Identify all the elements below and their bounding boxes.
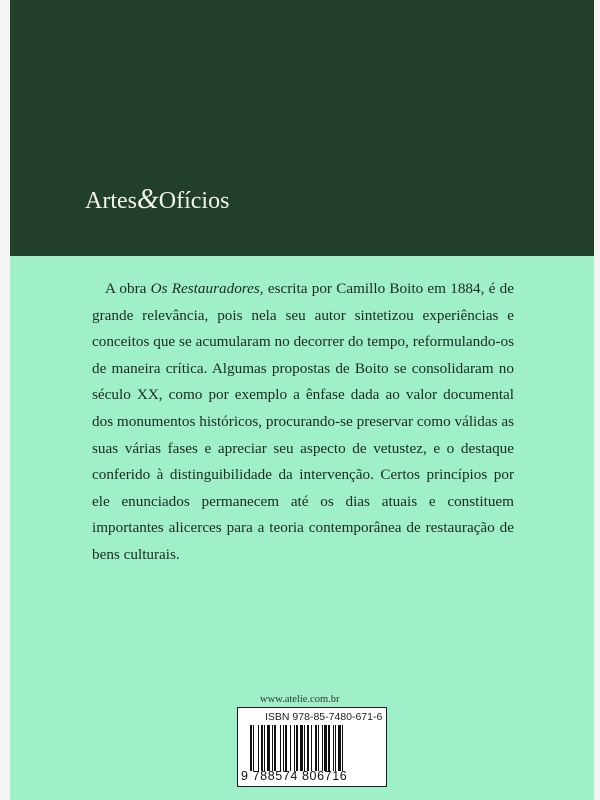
barcode-bar [261, 725, 263, 771]
barcode-bar [328, 725, 330, 771]
blurb-lead: A obra [105, 280, 151, 297]
barcode-bar [280, 725, 281, 771]
barcode-bar [335, 725, 336, 771]
barcode-bar [272, 725, 273, 771]
barcode-bars [250, 725, 380, 771]
barcode-bar [285, 725, 287, 771]
barcode-bar [258, 725, 259, 771]
barcode-bar [338, 725, 341, 771]
work-title: Os Restauradores [150, 280, 260, 297]
barcode-bar [304, 725, 305, 771]
barcode-bar [283, 725, 284, 771]
barcode-digits: 9 788574 806716 [241, 769, 348, 783]
barcode-bar [324, 725, 327, 771]
barcode-bar [290, 725, 291, 771]
barcode-bar [333, 725, 334, 771]
publisher-website: www.atelie.com.br [260, 694, 340, 705]
series-logo [85, 184, 229, 216]
barcode-bar [318, 725, 319, 771]
barcode-bar [294, 725, 295, 771]
barcode-bar [296, 725, 298, 771]
barcode-bar [311, 725, 312, 771]
barcode-bar [300, 725, 303, 771]
series-name-part2: Ofícios [158, 188, 230, 214]
barcode-bar [322, 725, 323, 771]
barcode-bar [264, 725, 265, 771]
barcode-bar [307, 725, 309, 771]
barcode-bar [274, 725, 276, 771]
barcode-bar [253, 725, 254, 771]
barcode-bar [267, 725, 270, 771]
blurb-body: , escrita por Camillo Boito em 1884, é de grande relevância, pois nela seu autor sintetizou experiências e conceitos que se acumularam no decorrer do tempo, reformulando-os de maneira crítica. Algumas propostas de Boito se consolidaram no século XX, como por exemplo a ênfase dada ao valor documental dos monumentos históricos, procurando-se preservar como válidas as suas várias fases e apreciar seu aspecto de vetustez, e o destaque conferido à distinguibilidade da intervenção. Certos princípios por ele enunciados permanecem até os dias atuais e constituem importantes alicerces para a teoria contemporânea de restauração de bens culturais. [92, 280, 514, 563]
series-ampersand: & [136, 184, 159, 215]
barcode-bar [315, 725, 317, 771]
isbn-label: ISBN 978-85-7480-671-6 [265, 711, 383, 723]
barcode-box [237, 707, 387, 787]
barcode-bar [342, 725, 343, 771]
blurb-text [92, 276, 514, 569]
series-name-part1: Artes [85, 188, 137, 214]
barcode-bar [250, 725, 252, 771]
top-band [10, 0, 594, 256]
back-cover [10, 0, 594, 800]
